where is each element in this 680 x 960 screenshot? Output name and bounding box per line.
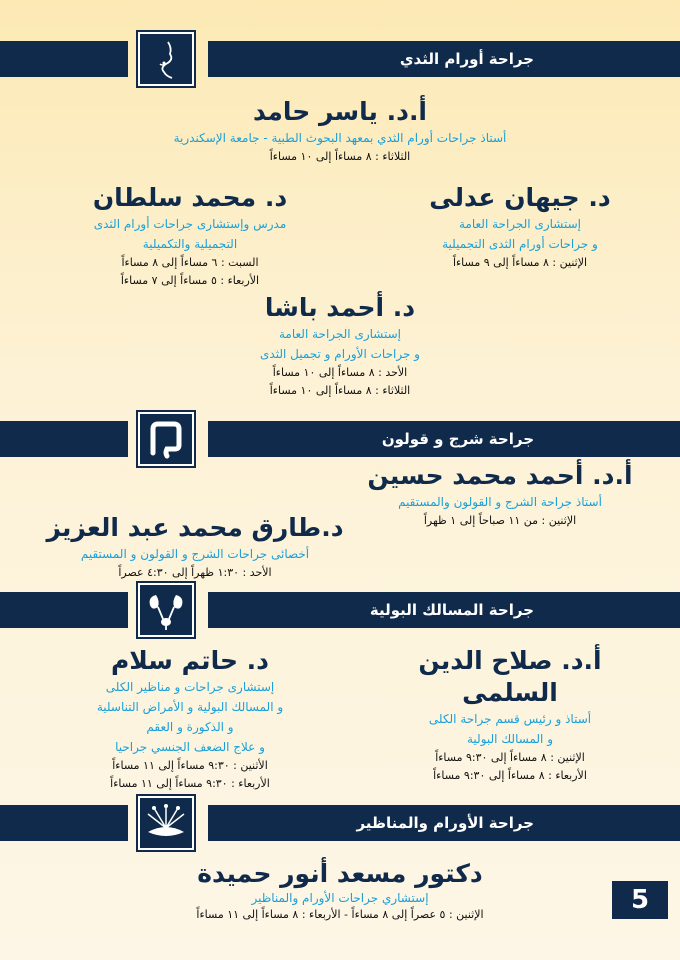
- header-bar-left: [0, 41, 128, 77]
- doctor-title: و جراحات أورام الثدى التجميلية: [442, 237, 598, 251]
- header-bar-left: [0, 805, 128, 841]
- section-title: جراحة الأورام والمناظير: [208, 805, 680, 841]
- doctor-title: التجميلية والتكميلية: [142, 237, 238, 251]
- doctor-card-hatem: [60, 645, 320, 793]
- doctor-card-mosaad: [100, 858, 580, 924]
- doctor-title: مدرس وإستشارى جراحات أورام الثدى: [93, 217, 287, 231]
- doctor-hours: الإثنين : ٥ عصراً إلى ٨ مساءاً - الأربعاء : ٨ مساءاً إلى ١١ مساءاً: [196, 908, 484, 921]
- doctor-card-gehan: [400, 182, 640, 272]
- doctor-title: و المسالك البولية: [466, 732, 553, 746]
- doctor-hours: الأربعاء : ٨ مساءاً إلى ٩:٣٠ مساءاً: [433, 769, 587, 782]
- doctor-hours: الأربعاء : ٩:٣٠ مساءاً إلى ١١ مساءاً: [110, 777, 270, 790]
- doctor-card-sultan: [80, 182, 300, 290]
- doctor-title: و الذكورة و العقم: [146, 720, 234, 734]
- header-bar-left: [0, 421, 128, 457]
- doctor-hours: الأحد : ١:٣٠ ظهراً إلى ٤:٣٠ عصراً: [118, 566, 272, 579]
- doctor-hours: الأحد : ٨ مساءاً إلى ١٠ مساءاً: [272, 366, 408, 379]
- section-title: جراحة المسالك البولية: [208, 592, 680, 628]
- doctor-name: د. حاتم سلام: [110, 646, 270, 675]
- doctor-title: أستاذ جراحات أورام الثدي بمعهد البحوث الطبية - جامعة الإسكندرية: [173, 131, 507, 145]
- breast-profile-icon: [138, 32, 194, 86]
- doctor-name: د. أحمد باشا: [264, 293, 416, 322]
- doctor-hours: الإثنين : من ١١ صباحاً إلى ١ ظهراً: [423, 514, 577, 527]
- section-header-breast: [0, 41, 680, 77]
- section-title: جراحة أورام الثدي: [208, 41, 680, 77]
- doctor-card-yasser: [0, 96, 680, 166]
- section-header-colon: [0, 421, 680, 457]
- laparoscopy-icon: [138, 796, 194, 850]
- doctor-name: د.طارق محمد عبد العزيز: [46, 513, 344, 542]
- doctor-name: د. محمد سلطان: [92, 183, 288, 212]
- doctor-title: و جراحات الأورام و تجميل الثدى: [260, 347, 420, 361]
- colon-icon: [138, 412, 194, 466]
- doctor-title: و علاج الضعف الجنسي جراحيا: [115, 740, 265, 754]
- doctor-hours: الأثنين : ٩:٣٠ مساءاً إلى ١١ مساءاً: [112, 759, 268, 772]
- doctor-card-basha: [220, 292, 460, 400]
- doctor-card-hussein: [350, 460, 650, 530]
- doctor-title: و المسالك البولية و الأمراض التناسلية: [96, 700, 284, 714]
- doctor-name: أ.د. أحمد محمد حسين: [367, 461, 633, 490]
- doctor-title: إستشاري جراحات الأورام والمناظير: [251, 891, 429, 905]
- doctor-title: أخصائى جراحات الشرج و القولون و المستقيم: [80, 547, 310, 561]
- doctor-card-tarek: [30, 512, 360, 582]
- doctor-title: أستاذ و رئيس قسم جراحة الكلى: [428, 712, 592, 726]
- doctor-title: أستاذ جراحة الشرج و القولون والمستقيم: [398, 495, 602, 509]
- doctor-hours: الثلاثاء : ٨ مساءاً إلى ١٠ مساءاً: [269, 384, 411, 397]
- header-bar-left: [0, 592, 128, 628]
- kidneys-icon: [138, 583, 194, 637]
- doctor-title: إستشارى الجراحة العامة: [458, 217, 582, 231]
- doctor-hours: السبت : ٦ مساءاً إلى ٨ مساءاً: [121, 256, 259, 269]
- doctor-title: إستشارى الجراحة العامة: [278, 327, 402, 341]
- section-header-urology: [0, 592, 680, 628]
- doctor-hours: الإثنين : ٨ مساءاً إلى ٩:٣٠ مساءاً: [435, 751, 585, 764]
- doctor-card-salah: [370, 645, 650, 785]
- page-number: 5: [612, 881, 668, 919]
- section-title: جراحة شرج و قولون: [208, 421, 680, 457]
- section-header-laparoscopy: [0, 805, 680, 841]
- doctor-hours: الأربعاء : ٥ مساءاً إلى ٧ مساءاً: [120, 274, 260, 287]
- doctor-name: أ.د. ياسر حامد: [252, 97, 428, 126]
- doctor-hours: الإثنين : ٨ مساءاً إلى ٩ مساءاً: [452, 256, 588, 269]
- doctor-name: دكتور مسعد أنور حميدة: [197, 859, 483, 888]
- doctor-title: إستشارى جراحات و مناظير الكلى: [105, 680, 275, 694]
- doctor-hours: الثلاثاء : ٨ مساءاً إلى ١٠ مساءاً: [269, 150, 411, 163]
- doctor-name: أ.د. صلاح الدين السلمى: [418, 646, 602, 707]
- doctor-name: د. جيهان عدلى: [429, 183, 611, 212]
